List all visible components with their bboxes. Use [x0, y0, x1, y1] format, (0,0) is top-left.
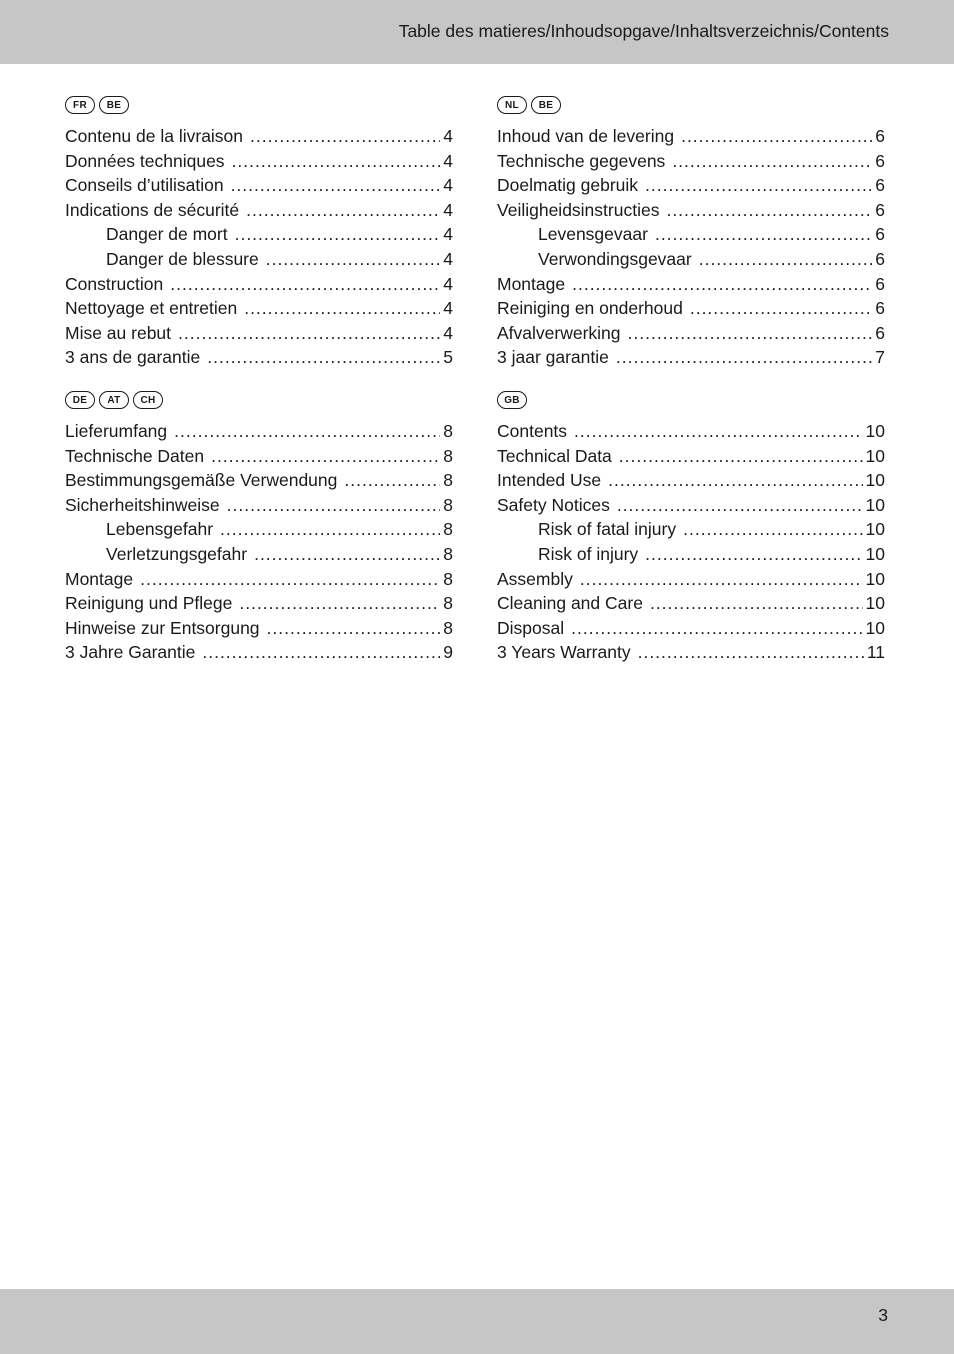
- toc-entry-page: 10: [865, 617, 885, 638]
- toc-entry: [65, 419, 453, 444]
- toc-entry-label: Lebensgefahr: [106, 519, 214, 540]
- toc-entry-label: Risk of fatal injury: [538, 519, 677, 540]
- toc-entry-page: 8: [443, 543, 453, 564]
- toc-entry-page: 8: [443, 494, 453, 515]
- toc-subentry: [65, 542, 453, 567]
- toc-subentry: [497, 247, 885, 272]
- toc-entry-label: Inhoud van de levering: [497, 126, 675, 146]
- toc-entry-label: Technische Daten: [65, 445, 205, 466]
- country-badge-ch: CH: [133, 391, 163, 409]
- dot-leader: [202, 640, 440, 665]
- toc-entry-page: 8: [443, 421, 453, 441]
- toc-subentry: [65, 222, 453, 247]
- toc-entry: [65, 444, 453, 469]
- toc-entry-label: Reiniging en onderhoud: [497, 298, 683, 319]
- toc-entry-page: 10: [865, 543, 885, 564]
- toc-entry: [497, 444, 885, 469]
- toc-entry-label: Verletzungsgefahr: [106, 543, 248, 564]
- toc-entry: [65, 640, 453, 665]
- dot-leader: [178, 321, 440, 346]
- toc-subentry: [65, 247, 453, 272]
- toc-section-gb: [497, 391, 885, 665]
- dot-leader: [580, 567, 863, 592]
- toc-entry-page: 4: [443, 298, 453, 319]
- toc-entry-page: 6: [875, 224, 885, 245]
- toc-entry: [65, 272, 453, 297]
- dot-leader: [244, 296, 440, 321]
- country-badge-be: BE: [99, 96, 129, 114]
- dot-leader: [666, 198, 872, 223]
- toc-entry: [497, 567, 885, 592]
- toc-entry-label: Bestimmungsgemäße Verwendung: [65, 470, 338, 491]
- toc-list: [497, 419, 885, 665]
- dot-leader: [571, 616, 862, 641]
- toc-entry-page: 4: [443, 224, 453, 245]
- toc-entry-label: Sicherheitshinweise: [65, 494, 220, 515]
- toc-list: [65, 124, 453, 370]
- toc-entry-label: Contenu de la livraison: [65, 126, 244, 146]
- toc-entry-page: 10: [865, 421, 885, 441]
- toc-subentry: [497, 222, 885, 247]
- toc-entry-page: 6: [875, 126, 885, 146]
- header-bar: [0, 0, 954, 64]
- toc-list: [497, 124, 885, 370]
- dot-leader: [650, 591, 863, 616]
- dot-leader: [227, 493, 441, 518]
- toc-entry: [65, 493, 453, 518]
- toc-entry: [497, 321, 885, 346]
- toc-entry-label: Cleaning and Care: [497, 593, 643, 614]
- dot-leader: [574, 419, 862, 444]
- toc-entry-page: 6: [875, 199, 885, 220]
- dot-leader: [619, 444, 863, 469]
- toc-entry-label: 3 Jahre Garantie: [65, 642, 196, 663]
- toc-entry-page: 10: [865, 445, 885, 466]
- toc-entry-page: 10: [865, 519, 885, 540]
- toc-entry-label: Mise au rebut: [65, 322, 172, 343]
- dot-leader: [344, 468, 440, 493]
- dot-leader: [608, 468, 862, 493]
- toc-entry-label: Veiligheidsinstructies: [497, 199, 660, 220]
- dot-leader: [690, 296, 872, 321]
- toc-entry-page: 9: [443, 642, 453, 663]
- country-badge-gb: GB: [497, 391, 527, 409]
- toc-entry-label: Lieferumfang: [65, 421, 168, 441]
- toc-entry-label: Assembly: [497, 568, 573, 589]
- toc-entry: [497, 149, 885, 174]
- country-badge-fr: FR: [65, 96, 95, 114]
- toc-entry: [65, 124, 453, 149]
- dot-leader: [254, 542, 440, 567]
- toc-entry-label: Afvalverwerking: [497, 322, 621, 343]
- toc-entry: [65, 321, 453, 346]
- toc-entry-page: 7: [875, 347, 885, 368]
- dot-leader: [239, 591, 440, 616]
- country-badges: [65, 391, 453, 413]
- toc-entry-label: Construction: [65, 273, 164, 294]
- toc-entry-page: 8: [443, 568, 453, 589]
- toc-entry-page: 6: [875, 322, 885, 343]
- toc-entry-page: 8: [443, 519, 453, 540]
- country-badges: [497, 96, 885, 118]
- toc-entry: [497, 345, 885, 370]
- toc-entry-page: 8: [443, 617, 453, 638]
- toc-entry-label: Danger de mort: [106, 224, 228, 245]
- toc-entry-label: Technische gegevens: [497, 150, 666, 171]
- dot-leader: [683, 517, 862, 542]
- dot-leader: [628, 321, 873, 346]
- toc-entry-label: Contents: [497, 421, 568, 441]
- toc-entry-page: 4: [443, 248, 453, 269]
- toc-entry: [497, 616, 885, 641]
- country-badge-nl: NL: [497, 96, 527, 114]
- toc-entry-label: Reinigung und Pflege: [65, 593, 233, 614]
- toc-entry-page: 10: [865, 494, 885, 515]
- dot-leader: [207, 345, 440, 370]
- toc-entry-page: 4: [443, 199, 453, 220]
- toc-list: [65, 419, 453, 665]
- toc-entry-page: 11: [866, 642, 885, 663]
- toc-section-nl-be: [497, 96, 885, 370]
- toc-entry-page: 6: [875, 175, 885, 196]
- toc-entry-page: 4: [443, 126, 453, 146]
- toc-entry-page: 10: [865, 568, 885, 589]
- toc-entry: [65, 173, 453, 198]
- dot-leader: [638, 640, 864, 665]
- dot-leader: [645, 173, 872, 198]
- toc-subentry: [497, 542, 885, 567]
- toc-section-de-at-ch: [65, 391, 453, 665]
- dot-leader: [699, 247, 873, 272]
- dot-leader: [617, 493, 863, 518]
- footer-bar: [0, 1289, 954, 1354]
- toc-entry-page: 8: [443, 470, 453, 491]
- toc-entry: [497, 640, 885, 665]
- toc-entry-page: 6: [875, 248, 885, 269]
- dot-leader: [211, 444, 440, 469]
- toc-entry: [65, 591, 453, 616]
- toc-entry: [497, 468, 885, 493]
- toc-entry-label: Risk of injury: [538, 543, 639, 564]
- toc-entry-label: Montage: [497, 273, 566, 294]
- toc-subentry: [497, 517, 885, 542]
- toc-entry-label: Disposal: [497, 617, 565, 638]
- dot-leader: [250, 124, 440, 149]
- toc-entry-page: 6: [875, 298, 885, 319]
- toc-entry-label: Données techniques: [65, 150, 225, 171]
- dot-leader: [235, 222, 441, 247]
- page-title: Table des matieres/Inhoudsopgave/Inhaltsverzeichnis/Contents: [398, 21, 889, 41]
- toc-entry: [497, 272, 885, 297]
- toc-entry: [497, 124, 885, 149]
- toc-section-fr-be: [65, 96, 453, 370]
- country-badge-be: BE: [531, 96, 561, 114]
- toc-entry-label: Technical Data: [497, 445, 612, 466]
- toc-entry-page: 8: [443, 593, 453, 614]
- toc-entry: [65, 149, 453, 174]
- country-badge-at: AT: [99, 391, 129, 409]
- toc-entry-label: Intended Use: [497, 470, 602, 491]
- country-badges: [497, 391, 885, 413]
- toc-entry-page: 4: [443, 175, 453, 196]
- toc-entry: [65, 468, 453, 493]
- dot-leader: [231, 173, 441, 198]
- toc-entry-page: 6: [875, 273, 885, 294]
- dot-leader: [170, 272, 440, 297]
- toc-entry-label: 3 ans de garantie: [65, 347, 201, 368]
- dot-leader: [174, 419, 440, 444]
- toc-entry: [65, 567, 453, 592]
- toc-entry: [497, 296, 885, 321]
- toc-entry-page: 4: [443, 273, 453, 294]
- toc-entry-label: 3 jaar garantie: [497, 347, 609, 368]
- dot-leader: [220, 517, 440, 542]
- toc-entry-page: 10: [865, 470, 885, 491]
- toc-entry: [65, 345, 453, 370]
- toc-entry-page: 6: [875, 150, 885, 171]
- toc-entry: [497, 591, 885, 616]
- toc-entry-page: 8: [443, 445, 453, 466]
- toc-entry-label: Indications de sécurité: [65, 199, 240, 220]
- toc-entry-page: 5: [443, 347, 453, 368]
- toc-entry-page: 10: [865, 593, 885, 614]
- toc-entry: [65, 198, 453, 223]
- toc-entry-label: Danger de blessure: [106, 248, 259, 269]
- toc-entry-label: Montage: [65, 568, 134, 589]
- toc-entry-label: Conseils d’utilisation: [65, 175, 224, 196]
- dot-leader: [246, 198, 440, 223]
- dot-leader: [232, 149, 441, 174]
- toc-entry: [497, 173, 885, 198]
- toc-entry-label: 3 Years Warranty: [497, 642, 631, 663]
- dot-leader: [681, 124, 872, 149]
- dot-leader: [655, 222, 872, 247]
- dot-leader: [572, 272, 872, 297]
- toc-entry-label: Verwondingsgevaar: [538, 248, 692, 269]
- toc-entry-label: Doelmatig gebruik: [497, 175, 639, 196]
- toc-entry: [497, 493, 885, 518]
- dot-leader: [645, 542, 862, 567]
- toc-subentry: [65, 517, 453, 542]
- dot-leader: [672, 149, 872, 174]
- toc-entry: [65, 616, 453, 641]
- toc-entry-page: 4: [443, 150, 453, 171]
- toc-entry-label: Hinweise zur Entsorgung: [65, 617, 260, 638]
- toc-entry-label: Levensgevaar: [538, 224, 648, 245]
- toc-entry: [497, 419, 885, 444]
- toc-entry-label: Safety Notices: [497, 494, 610, 515]
- dot-leader: [266, 247, 441, 272]
- page-number: 3: [878, 1305, 888, 1325]
- toc-entry-label: Nettoyage et entretien: [65, 298, 238, 319]
- dot-leader: [267, 616, 441, 641]
- dot-leader: [140, 567, 440, 592]
- dot-leader: [616, 345, 872, 370]
- toc-entry: [65, 296, 453, 321]
- country-badges: [65, 96, 453, 118]
- country-badge-de: DE: [65, 391, 95, 409]
- toc-entry: [497, 198, 885, 223]
- toc-entry-page: 4: [443, 322, 453, 343]
